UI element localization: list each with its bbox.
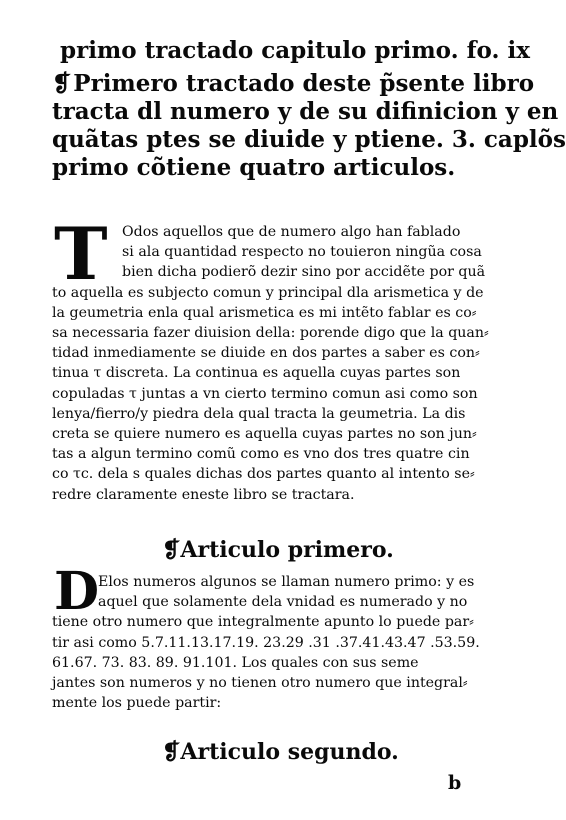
text-line: si ala quantidad respecto no touieron ningũa cosa [122, 244, 482, 261]
drop-cap-t: T [54, 211, 108, 296]
article-1-paragraph [52, 572, 512, 713]
text-line: la geumetria enla qual arismetica es mi intẽto fablar es co⸗ [52, 304, 477, 321]
text-line: sa necessaria fazer diuision della: porende digo que la quan⸗ [52, 325, 489, 342]
text-line: tir asi como 5.7.11.13.17.19. 23.29 .31 .37.41.43.47 .53.59. [52, 634, 480, 651]
heading-line: tracta dl numero y de su difinicion y en [52, 98, 559, 125]
signature-mark: b [448, 772, 462, 794]
text-line: mente los puede partir: [52, 695, 222, 712]
text-line: lenya/fierro/y piedra dela qual tracta la geumetria. La dis [52, 405, 466, 422]
text-line: tas a algun termino comũ como es vno dos tres quatre cin [52, 446, 470, 463]
text-line: tidad inmediamente se diuide en dos partes a saber es con⸗ [52, 345, 480, 362]
text-line: Odos aquellos que de numero algo han fablado [122, 224, 461, 240]
text-line: jantes son numeros y no tienen otro numero que integral⸗ [52, 675, 468, 692]
drop-cap-d: D [54, 561, 100, 622]
pilcrow-icon: ❡ [52, 70, 72, 97]
article-1-title: ❡Articulo primero. [162, 537, 394, 563]
text-line: tinua τ discreta. La continua es aquella cuyas partes son [52, 365, 461, 382]
running-head: primo tractado capitulo primo. fo. ix [60, 37, 530, 64]
text-line: 61.67. 73. 83. 89. 91.101. Los quales con sus seme [52, 654, 419, 671]
text-line: redre claramente eneste libro se tractara. [52, 486, 355, 503]
intro-paragraph [52, 222, 512, 505]
text-line: co τc. dela s quales dichas dos partes quanto al intento se⸗ [52, 466, 475, 483]
heading-line [52, 70, 535, 98]
article-2-title: ❡Articulo segundo. [162, 739, 399, 765]
chapter-heading [52, 70, 566, 182]
text-line: aquel que solamente dela vnidad es numerado y no [98, 594, 468, 611]
text-line: tiene otro numero que integralmente apunto lo puede par⸗ [52, 614, 474, 631]
text-line: to aquella es subjecto comun y principal dla arismetica y de [52, 284, 484, 301]
text-line: creta se quiere numero es aquella cuyas partes no son jun⸗ [52, 426, 477, 443]
text-line: copuladas τ juntas a vn cierto termino comun asi como son [52, 385, 478, 402]
text-line: Elos numeros algunos se llaman numero primo: y es [98, 574, 475, 590]
heading-line: primo cõtiene quatro articulos. [52, 154, 456, 181]
heading-line: quãtas ptes se diuide y ptiene. 3. caplõs [52, 126, 566, 153]
text-line: bien dicha podierõ dezir sino por accidẽte por quã [122, 264, 486, 281]
heading-line-text: Primero tractado deste p̃sente libro [73, 70, 535, 97]
